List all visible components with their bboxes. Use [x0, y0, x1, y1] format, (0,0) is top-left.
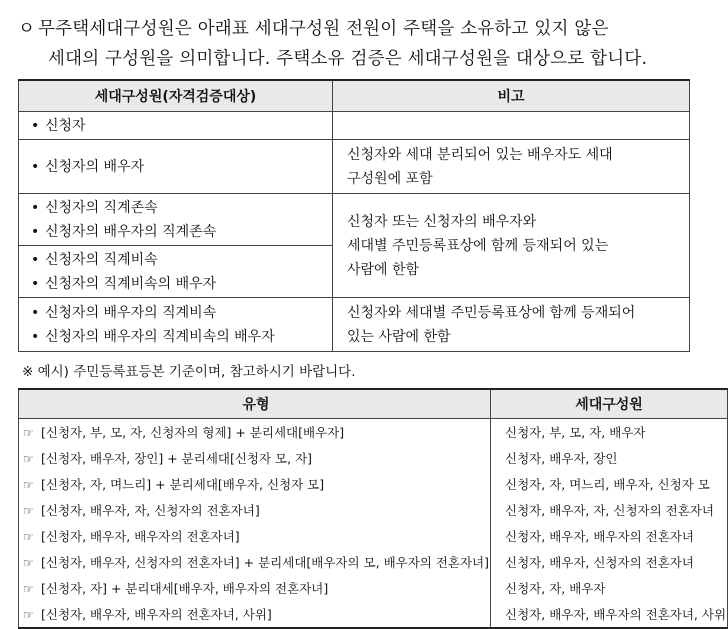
members-cell	[19, 298, 333, 352]
member-item: • 신청자의 직계존속	[27, 196, 332, 220]
remarks-cell: 신청자와 세대 분리되어 있는 배우자도 세대 구성원에 포함	[333, 140, 690, 194]
example-table	[18, 388, 728, 629]
type-cell: ☞ [신청자, 배우자, 자, 신청자의 전혼자녀]	[19, 497, 491, 523]
table-row	[19, 549, 728, 575]
household-members-cell: 신청자, 배우자, 장인	[491, 445, 728, 471]
household-members-cell: 신청자, 배우자, 신청자의 전혼자녀	[491, 549, 728, 575]
member-item: • 신청자의 직계비속의 배우자	[27, 272, 332, 296]
member-item: • 신청자의 배우자의 직계존속	[27, 220, 332, 244]
example-note: ※ 예시) 주민등록표등본 기준이며, 참고하시기 바랍니다.	[22, 364, 356, 380]
pointing-hand-icon: ☞	[23, 452, 34, 466]
table-row	[19, 445, 728, 471]
type-cell: ☞ [신청자, 부, 모, 자, 신청자의 형제] + 분리세대[배우자]	[19, 419, 491, 446]
member-item: • 신청자의 배우자의 직계비속	[27, 301, 332, 325]
member-item: • 신청자의 배우자의 직계비속의 배우자	[27, 325, 332, 349]
type-cell: ☞ [신청자, 자] + 분리대세[배우자, 배우자의 전혼자녀]	[19, 575, 491, 601]
table-row	[19, 140, 690, 194]
table-row	[19, 419, 728, 446]
table-row	[19, 112, 690, 140]
members-cell	[19, 140, 333, 194]
table-row	[19, 298, 690, 352]
table-row	[19, 575, 728, 601]
table-row	[19, 601, 728, 628]
household-members-cell: 신청자, 배우자, 배우자의 전혼자녀, 사위	[491, 601, 728, 628]
type-cell: ☞ [신청자, 배우자, 장인] + 분리세대[신청자 모, 자]	[19, 445, 491, 471]
pointing-hand-icon: ☞	[23, 608, 34, 622]
table-header-row	[19, 389, 728, 419]
household-members-cell: 신청자, 배우자, 자, 신청자의 전혼자녀	[491, 497, 728, 523]
type-cell: ☞ [신청자, 배우자, 배우자의 전혼자녀, 사위]	[19, 601, 491, 628]
household-members-cell: 신청자, 자, 며느리, 배우자, 신청자 모	[491, 471, 728, 497]
household-members-cell: 신청자, 배우자, 배우자의 전혼자녀	[491, 523, 728, 549]
type-cell: ☞ [신청자, 자, 며느리] + 분리세대[배우자, 신청자 모]	[19, 471, 491, 497]
table-row	[19, 194, 690, 246]
pointing-hand-icon: ☞	[23, 504, 34, 518]
household-members-cell: 신청자, 자, 배우자	[491, 575, 728, 601]
remarks-cell	[333, 112, 690, 140]
intro-paragraph	[18, 14, 690, 74]
members-cell	[19, 194, 333, 246]
intro-line-2: 세대의 구성원을 의미합니다. 주택소유 검증은 세대구성원을 대상으로 합니다.	[48, 49, 648, 69]
example-table-body	[19, 419, 728, 629]
table-row	[19, 523, 728, 549]
household-members-cell: 신청자, 부, 모, 자, 배우자	[491, 419, 728, 446]
remarks-cell: 신청자 또는 신청자의 배우자와 세대별 주민등록표상에 함께 등재되어 있는 사람에 한함	[333, 194, 690, 298]
column-header-members: 세대구성원(자격검증대상)	[19, 80, 333, 112]
pointing-hand-icon: ☞	[23, 426, 34, 440]
circle-bullet-icon: ㅇ	[18, 19, 36, 39]
type-cell: ☞ [신청자, 배우자, 신청자의 전혼자녀] + 분리세대[배우자의 모, 배우자의 전혼자녀]	[19, 549, 491, 575]
type-cell: ☞ [신청자, 배우자, 배우자의 전혼자녀]	[19, 523, 491, 549]
table-row	[19, 471, 728, 497]
household-member-table	[18, 79, 690, 352]
table-row	[19, 497, 728, 523]
pointing-hand-icon: ☞	[23, 556, 34, 570]
pointing-hand-icon: ☞	[23, 478, 34, 492]
members-cell	[19, 112, 333, 140]
pointing-hand-icon: ☞	[23, 582, 34, 596]
table-header-row	[19, 80, 690, 112]
member-item: • 신청자의 배우자	[27, 155, 332, 179]
members-cell	[19, 246, 333, 298]
pointing-hand-icon: ☞	[23, 530, 34, 544]
column-header-remarks: 비고	[333, 80, 690, 112]
column-header-household-members: 세대구성원	[491, 389, 728, 419]
member-item: • 신청자의 직계비속	[27, 248, 332, 272]
intro-line-1: ㅇ 무주택세대구성원은 아래표 세대구성원 전원이 주택을 소유하고 있지 않은	[18, 14, 690, 44]
column-header-type: 유형	[19, 389, 491, 419]
member-item: • 신청자	[27, 114, 332, 138]
remarks-cell: 신청자와 세대별 주민등록표상에 함께 등재되어 있는 사람에 한함	[333, 298, 690, 352]
